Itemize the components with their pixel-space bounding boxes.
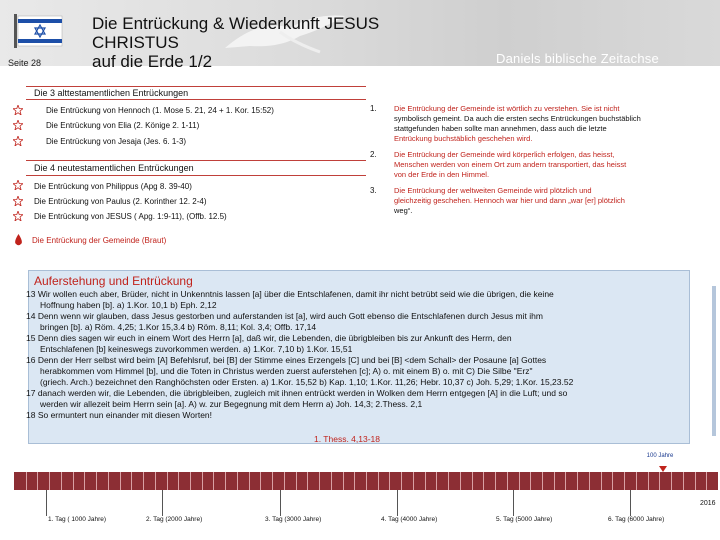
ot-item: Die Entrückung von Hennoch (1. Mose 5. 21, 24 + 1. Kor. 15:52): [46, 106, 274, 115]
scripture-text: [26, 289, 573, 421]
title-line-2: auf die Erde 1/2: [92, 52, 213, 71]
verse-line: 16 Denn der Herr selbst wird beim [A] Befehlsruf, bei [B] der Stimme eines Erzengels [C] und bei [B] <dem Schall> der Posaune [a] Gottes: [26, 355, 547, 365]
timeline-tick: [601, 472, 602, 490]
verse-line: 18 So ermuntert nun einander mit diesen Worten!: [26, 410, 213, 420]
point-line: Die Entrückung der weltweiten Gemeinde wird plötzlich und: [394, 186, 592, 195]
timeline-tick: [61, 472, 62, 490]
point-line: symbolisch gemeint. Da auch die ersten sechs Entrückungen buchstäblich: [394, 114, 641, 123]
timeline-tick: [683, 472, 684, 490]
timeline-tick: [659, 472, 660, 490]
timeline-tick: [108, 472, 109, 490]
timeline-tick: [272, 472, 273, 490]
drop-icon: [14, 234, 23, 246]
point-text: [394, 186, 674, 216]
verse-line: 13 Wir wollen euch aber, Brüder, nicht in Unkenntnis lassen [a] über die Entschlafenen, damit ihr nicht betrübt seid wie die übrigen, die keine: [26, 289, 554, 299]
nt-item: Die Entrückung von JESUS ( Apg. 1:9-11), (Offb. 12.5): [34, 212, 227, 221]
timeline-tick: [96, 472, 97, 490]
timeline-tick: [565, 472, 566, 490]
point-text: [394, 104, 674, 144]
timeline-tick: [624, 472, 625, 490]
timeline-tick: [190, 472, 191, 490]
day-label: 5. Tag (5000 Jahre): [496, 516, 553, 523]
verse-line: (griech. Arch.) bezeichnet den Ranghöchsten oder Ersten. a) 1.Kor. 15,52 b) Kap. 1,10; 1.Kor. 11,26; Hebr. 10,37 c) Joh. 5,29; 1.Kor. 15,23.52: [40, 377, 574, 387]
star-icon: [13, 120, 23, 130]
timeline-tick: [343, 472, 344, 490]
timeline-tick: [589, 472, 590, 490]
timeline-tick: [120, 472, 121, 490]
timeline-tick: [436, 472, 437, 490]
timeline-tick: [671, 472, 672, 490]
timeline-tick: [73, 472, 74, 490]
timeline-tick: [472, 472, 473, 490]
point-line: Menschen werden von einem Ort zum andern transportiert, das heisst: [394, 160, 627, 169]
timeline-tick: [213, 472, 214, 490]
timeline-tick: [648, 472, 649, 490]
timeline-tick: [284, 472, 285, 490]
day-label: 6. Tag (6000 Jahre): [608, 516, 665, 523]
israel-flag-icon: [14, 14, 64, 48]
verse-line: werden wir allezeit beim Herrn sein [a]. A) w. zur Begegnung mit dem Herrn a) Joh. 14,3; 2.Thess. 2,1: [40, 399, 423, 409]
timeline-tick: [237, 472, 238, 490]
verse-line: Entschlafenen [b] keineswegs zuvorkommen werden. a) 1.Kor. 7,10 b) 1.Kor. 15,51: [40, 344, 353, 354]
marker-label: 100 Jahre: [646, 453, 674, 459]
timeline-tick: [542, 472, 543, 490]
timeline-tick: [178, 472, 179, 490]
verse-line: bringen [b]. a) Röm. 4,25; 1.Kor 15,3.4 b) Röm. 8,11; Kol. 3,4; Offb. 17,14: [40, 322, 317, 332]
day-label: 4. Tag (4000 Jahre): [381, 516, 438, 523]
subtitle-right: Daniels biblische Zeitachse: [496, 51, 659, 66]
nt-heading: Die 4 neutestamentlichen Entrückungen: [34, 163, 194, 173]
timeline-tick: [530, 472, 531, 490]
point-line: Entrückung buchstäblich geschehen wird.: [394, 134, 533, 143]
timeline-tick: [507, 472, 508, 490]
timeline-tick: [260, 472, 261, 490]
day-tick: [513, 490, 514, 516]
point-line: weg“.: [394, 206, 413, 215]
timeline-tick: [378, 472, 379, 490]
star-icon: [13, 105, 23, 115]
day-tick: [397, 490, 398, 516]
timeline-tick: [249, 472, 250, 490]
divider: [26, 175, 366, 176]
day-label: 2. Tag (2000 Jahre): [146, 516, 203, 523]
day-label: 1. Tag ( 1000 Jahre): [48, 516, 107, 523]
scripture-title: Auferstehung und Entrückung: [34, 274, 193, 288]
timeline-tick: [319, 472, 320, 490]
timeline-tick: [389, 472, 390, 490]
star-icon: [13, 180, 23, 190]
point-line: gleichzeitig geschehen. Hennoch war hier und dann „war [er] plötzlich: [394, 196, 625, 205]
timeline-tick: [202, 472, 203, 490]
day-tick: [46, 490, 47, 516]
page-title: [92, 14, 452, 71]
timeline-tick: [225, 472, 226, 490]
timeline-tick: [84, 472, 85, 490]
timeline-tick: [636, 472, 637, 490]
title-line-1: Die Entrückung & Wiederkunft JESUS CHRISTUS: [92, 14, 380, 52]
timeline-tick: [354, 472, 355, 490]
star-icon: [13, 136, 23, 146]
ot-item: Die Entrückung von Jesaja (Jes. 6. 1-3): [46, 137, 187, 146]
timeline-tick: [331, 472, 332, 490]
timeline-tick: [425, 472, 426, 490]
timeline-tick: [706, 472, 707, 490]
point-number: 1.: [370, 104, 377, 113]
page-number: Seite 28: [8, 58, 42, 68]
nt-item: Die Entrückung von Philippus (Apg 8. 39-40): [34, 182, 192, 191]
timeline-tick: [155, 472, 156, 490]
point-line: Die Entrückung der Gemeinde ist wörtlich zu verstehen. Sie ist nicht: [394, 104, 620, 113]
timeline-tick: [495, 472, 496, 490]
day-label: 3. Tag (3000 Jahre): [265, 516, 322, 523]
timeline-tick: [577, 472, 578, 490]
timeline-tick: [612, 472, 613, 490]
verse-line: Hoffnung haben [b]. a) 1.Kor. 10,1 b) Eph. 2,12: [40, 300, 217, 310]
star-icon: [13, 196, 23, 206]
ot-item: Die Entrückung von Elia (2. Könige 2. 1-11): [46, 121, 200, 130]
day-tick: [630, 490, 631, 516]
scrollbar[interactable]: [712, 286, 716, 436]
timeline-tick: [366, 472, 367, 490]
scripture-reference: 1. Thess. 4,13-18: [314, 434, 380, 444]
timeline-tick: [26, 472, 27, 490]
nt-item: Die Entrückung von Paulus (2. Korinther 12. 2-4): [34, 197, 207, 206]
timeline-tick: [37, 472, 38, 490]
timeline-bar: [14, 472, 718, 490]
timeline-tick: [554, 472, 555, 490]
point-number: 2.: [370, 150, 377, 159]
divider: [26, 99, 366, 100]
day-tick: [162, 490, 163, 516]
timeline-tick: [401, 472, 402, 490]
timeline-tick: [131, 472, 132, 490]
timeline-tick: [49, 472, 50, 490]
point-line: stattgefunden haben sollte man annehmen, dass auch die letzte: [394, 124, 607, 133]
current-year: 2016: [700, 500, 716, 507]
church-rapture-label: Die Entrückung der Gemeinde (Braut): [32, 236, 167, 245]
timeline-tick: [167, 472, 168, 490]
timeline-tick: [519, 472, 520, 490]
point-text: [394, 150, 674, 180]
timeline-tick: [296, 472, 297, 490]
timeline-tick: [307, 472, 308, 490]
point-line: Die Entrückung der Gemeinde wird körperlich erfolgen, das heisst,: [394, 150, 615, 159]
ot-heading: Die 3 alttestamentlichen Entrückungen: [34, 88, 189, 98]
timeline-tick: [695, 472, 696, 490]
timeline-tick: [483, 472, 484, 490]
timeline-tick: [448, 472, 449, 490]
divider: [26, 160, 366, 161]
verse-line: 15 Denn dies sagen wir euch in einem Wort des Herrn [a], daß wir, die Lebenden, die übrigbleiben bis zur Ankunft des Herrn, den: [26, 333, 512, 343]
verse-line: 14 Denn wenn wir glauben, dass Jesus gestorben und auferstanden ist [a], wird auch Gott ebenso die Entschlafenen durch Jesus mit ihm: [26, 311, 543, 321]
point-line: von der Erde in den Himmel.: [394, 170, 490, 179]
timeline-tick: [460, 472, 461, 490]
verse-line: 17 danach werden wir, die Lebenden, die übrigbleiben, zugleich mit ihnen entrückt werden in Wolken dem Herrn entgegen [A] in die Luft; und so: [26, 388, 568, 398]
point-number: 3.: [370, 186, 377, 195]
divider: [26, 86, 366, 87]
verse-line: herabkommen vom Himmel [b], und die Toten in Christus werden zuerst auferstehen [c]; A) o. mit einem B) o. mit C) Die Silbe "Erz": [40, 366, 533, 376]
timeline-tick: [413, 472, 414, 490]
star-icon: [13, 211, 23, 221]
day-tick: [280, 490, 281, 516]
timeline-tick: [143, 472, 144, 490]
